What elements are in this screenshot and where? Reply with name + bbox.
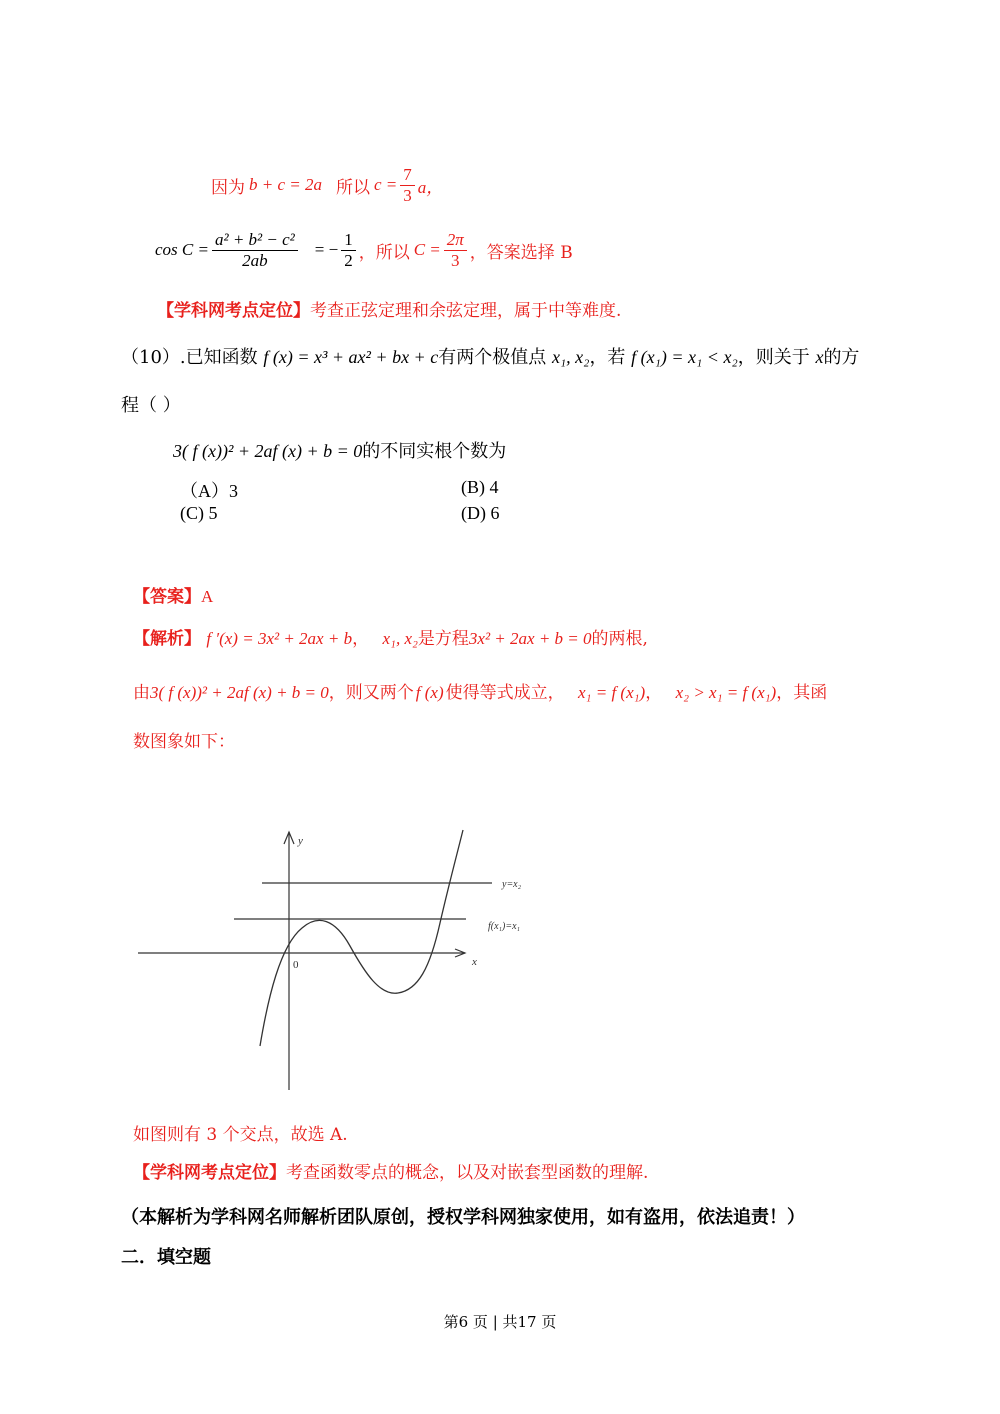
analysis-line-2	[133, 678, 827, 703]
fx: f (x)	[415, 683, 444, 702]
line-top-label: y=x₂	[502, 879, 522, 890]
question-line-2: 程（ ）	[121, 395, 181, 416]
question-number: （10）	[121, 347, 180, 368]
its-text: ，其函	[776, 683, 828, 703]
condition-expression: b + c = 2a	[249, 175, 322, 194]
conclusion-line: 如图则有 3 个交点，故选 A.	[133, 1125, 348, 1145]
question-text-b: 有两个极值点	[438, 347, 547, 368]
kaodian-line-2	[133, 1158, 648, 1183]
fraction-one-half: $\frac{1}{2}$	[341, 230, 356, 270]
analysis-tag: 【解析】	[133, 629, 201, 649]
makes-text: 使得等式成立，	[445, 683, 565, 703]
so-text: 所以	[336, 177, 370, 198]
analysis-line-3: 数图象如下：	[133, 732, 235, 752]
nested-equation: 3( f (x))² + 2af (x) + b = 0	[173, 441, 363, 461]
cos-c-label: cos C =	[155, 240, 209, 259]
fraction-seven-thirds: $\frac{7}{3}$	[400, 165, 415, 205]
from-text: 由	[133, 683, 150, 703]
answer-value: A	[201, 587, 214, 606]
a-value: a，	[417, 177, 444, 197]
kaodian-text: 考查正弦定理和余弦定理，属于中等难度.	[310, 301, 622, 321]
relation-1: x₁ = f (x₁)	[578, 683, 646, 702]
cubic-curve	[260, 830, 463, 1046]
solution-line-1	[211, 160, 443, 210]
variable-x: x	[815, 347, 824, 367]
question-equation-line	[173, 437, 506, 463]
two-roots-text: 的两根,	[591, 629, 648, 649]
question-text-a: .已知函数	[179, 347, 258, 368]
quadratic-eq: 3x² + 2ax + b = 0	[468, 629, 592, 648]
question-line-1	[121, 343, 859, 369]
cosine-law-fraction: $\frac{\text{a² + b² − c²}}{2ab}$	[212, 230, 298, 270]
page-footer: 第6 页 | 共17 页	[443, 1313, 557, 1331]
kaodian-tag-2: 【学科网考点定位】	[133, 1163, 286, 1183]
question-text-c: ，若	[589, 347, 626, 368]
then-text: ，则又两个	[328, 683, 414, 703]
question-text-e: 的方	[823, 347, 860, 368]
answer-tag: 【答案】	[133, 587, 201, 607]
function-graph	[130, 818, 550, 1098]
equation-tail: 的不同实根个数为	[362, 441, 507, 462]
relation-2: x₂ > x₁ = f (x₁)	[675, 683, 777, 702]
option-d[interactable]: (D) 6	[461, 503, 500, 523]
nested-eq: 3( f (x))² + 2af (x) + b = 0	[150, 683, 329, 702]
fraction-two-pi-thirds: $\frac{2\pi}{3}$	[444, 230, 467, 270]
origin-label: 0	[293, 959, 299, 971]
answer-choice-text: ，答案选择 B	[469, 242, 573, 263]
because-text: 因为	[211, 177, 245, 198]
comma-text: ，	[645, 683, 663, 703]
kaodian-tag: 【学科网考点定位】	[157, 301, 310, 321]
answer-line	[133, 582, 213, 607]
solution-line-2	[155, 224, 573, 276]
line-mid-label: f(x₁)=x₁	[488, 921, 521, 932]
separator: ，	[352, 629, 370, 649]
c-equals: c =	[374, 175, 398, 194]
x-axis-label: x	[472, 956, 477, 968]
kaodian-text-2: 考查函数零点的概念，以及对嵌套型函数的理解.	[286, 1163, 649, 1183]
option-c[interactable]: (C) 5	[180, 503, 218, 523]
y-axis-label: y	[298, 835, 303, 847]
option-b[interactable]: (B) 4	[461, 477, 499, 497]
roots: x₁, x₂	[382, 629, 418, 648]
is-roots-text: 是方程	[417, 629, 469, 649]
extrema-points: x₁, x₂	[551, 347, 590, 367]
so-text-2: ，所以	[358, 242, 410, 263]
copyright-notice: （本解析为学科网名师解析团队原创，授权学科网独家使用，如有盗用，依法追责！）	[121, 1207, 805, 1228]
condition: f (x₁) = x₁ < x₂	[631, 347, 738, 367]
c-angle: C =	[413, 240, 441, 259]
question-text-d: ，则关于	[737, 347, 810, 368]
option-a[interactable]: （A）3	[180, 481, 238, 501]
function-def: f (x) = x³ + ax² + bx + c	[263, 347, 439, 367]
section-title: 二．填空题	[121, 1247, 211, 1268]
equals-minus: = −	[314, 240, 339, 259]
derivative: f ′(x) = 3x² + 2ax + b	[206, 629, 353, 648]
kaodian-line-1	[157, 296, 621, 321]
analysis-line-1	[133, 624, 648, 649]
